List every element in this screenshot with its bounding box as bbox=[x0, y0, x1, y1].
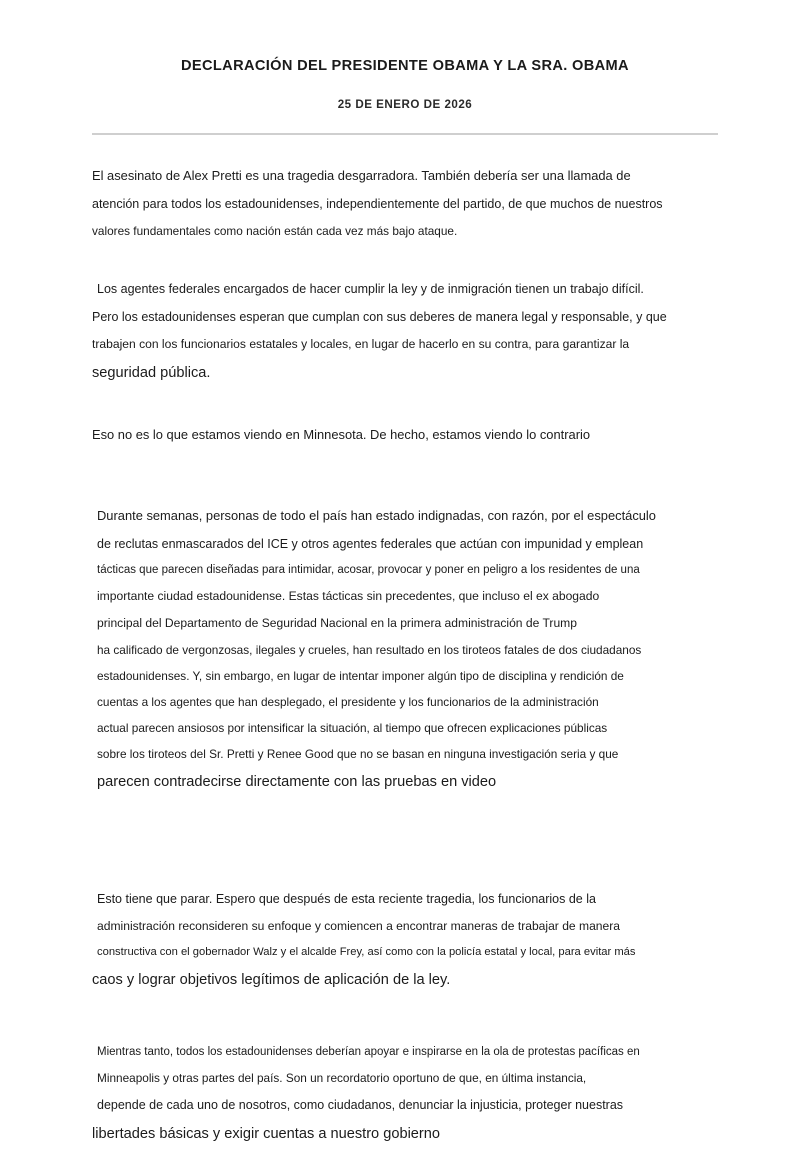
paragraph-4 bbox=[92, 502, 718, 797]
paragraph-3 bbox=[92, 421, 718, 449]
paragraph-line: El asesinato de Alex Pretti es una tragedia desgarradora. También debería ser una llamada de bbox=[92, 168, 631, 184]
document-body bbox=[0, 162, 810, 1149]
paragraph-line: Pero los estadounidenses esperan que cumplan con sus deberes de manera legal y responsable, y que bbox=[92, 310, 667, 325]
paragraph-line: libertades básicas y exigir cuentas a nuestro gobierno bbox=[92, 1126, 441, 1143]
paragraph-line: administración reconsideren su enfoque y comiencen a encontrar maneras de trabajar de manera bbox=[97, 919, 621, 934]
paragraph-line: constructiva con el gobernador Walz y el alcalde Frey, así como con la policía estatal y local, para evitar más bbox=[97, 946, 636, 959]
paragraph-line: Minneapolis y otras partes del país. Son un recordatorio oportuno de que, en última instancia, bbox=[97, 1071, 587, 1086]
paragraph-line: principal del Departamento de Seguridad Nacional en la primera administración de Trump bbox=[97, 616, 577, 631]
paragraph-line: caos y lograr objetivos legítimos de aplicación de la ley. bbox=[92, 972, 451, 989]
page-title: DECLARACIÓN DEL PRESIDENTE OBAMA Y LA SRA. OBAMA bbox=[181, 58, 629, 74]
paragraph-line: valores fundamentales como nación están cada vez más bajo ataque. bbox=[92, 224, 458, 239]
document-date: 25 DE ENERO DE 2026 bbox=[337, 97, 473, 111]
paragraph-1 bbox=[92, 162, 718, 244]
paragraph-line: importante ciudad estadounidense. Estas tácticas sin precedentes, que incluso el ex abogado bbox=[97, 589, 600, 604]
paragraph-6 bbox=[92, 1040, 718, 1149]
paragraph-line: atención para todos los estadounidenses, independientemente del partido, de que muchos de nuestros bbox=[92, 197, 663, 212]
paragraph-5 bbox=[92, 885, 718, 995]
paragraph-line: seguridad pública. bbox=[92, 365, 211, 382]
paragraph-line: depende de cada uno de nosotros, como ciudadanos, denunciar la injusticia, proteger nuestras bbox=[97, 1098, 624, 1113]
paragraph-line: Durante semanas, personas de todo el país han estado indignadas, con razón, por el espectáculo bbox=[97, 508, 656, 524]
paragraph-line: sobre los tiroteos del Sr. Pretti y Renee Good que no se basan en ninguna investigación seria y que bbox=[97, 747, 619, 762]
paragraph-line: parecen contradecirse directamente con las pruebas en video bbox=[97, 774, 497, 791]
paragraph-line: ha calificado de vergonzosas, ilegales y crueles, han resultado en los tiroteos fatales de dos ciudadanos bbox=[97, 643, 642, 658]
paragraph-line: Mientras tanto, todos los estadounidenses deberían apoyar e inspirarse en la ola de protestas pacíficas en bbox=[97, 1046, 640, 1059]
paragraph-line: cuentas a los agentes que han desplegado, el presidente y los funcionarios de la administración bbox=[97, 695, 599, 710]
paragraph-2 bbox=[92, 275, 718, 388]
paragraph-line: Los agentes federales encargados de hacer cumplir la ley y de inmigración tienen un trabajo difícil. bbox=[97, 282, 644, 297]
header-divider bbox=[92, 133, 718, 135]
paragraph-line: actual parecen ansiosos por intensificar la situación, al tiempo que ofrecen explicaciones públicas bbox=[97, 721, 608, 736]
paragraph-line: de reclutas enmascarados del ICE y otros agentes federales que actúan con impunidad y emplean bbox=[97, 537, 644, 552]
paragraph-line: Esto tiene que parar. Espero que después de esta reciente tragedia, los funcionarios de la bbox=[97, 892, 596, 907]
paragraph-line: Eso no es lo que estamos viendo en Minnesota. De hecho, estamos viendo lo contrario bbox=[92, 427, 591, 443]
paragraph-line: tácticas que parecen diseñadas para intimidar, acosar, provocar y poner en peligro a los residentes de una bbox=[97, 564, 640, 577]
paragraph-line: trabajen con los funcionarios estatales y locales, en lugar de hacerlo en su contra, para garantizar la bbox=[92, 337, 630, 352]
document-header bbox=[0, 0, 810, 135]
paragraph-line: estadounidenses. Y, sin embargo, en lugar de intentar imponer algún tipo de disciplina y rendición de bbox=[97, 669, 624, 684]
